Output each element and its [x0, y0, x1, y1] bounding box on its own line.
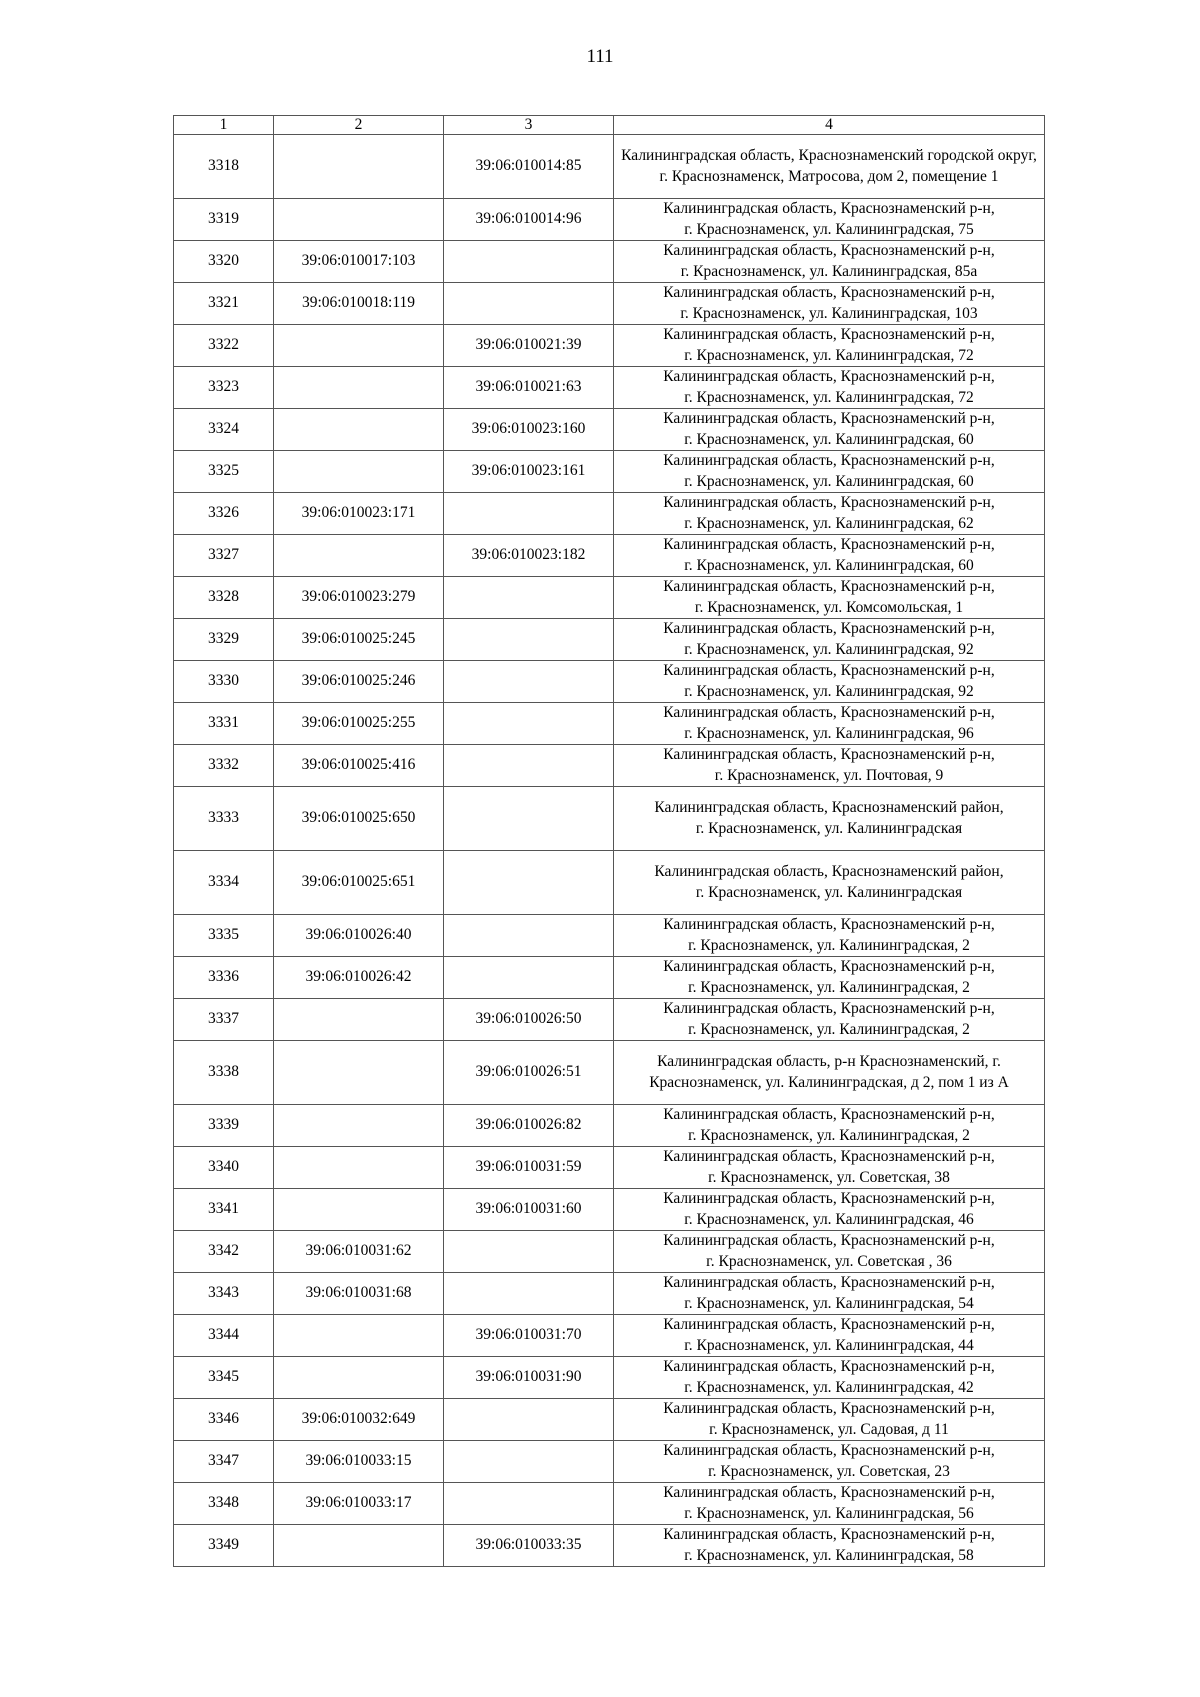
cadastral-number-col2-cell — [274, 367, 444, 409]
cadastral-number-col3-cell: 39:06:010026:51 — [444, 1041, 614, 1105]
cadastral-number-col2-cell — [274, 1041, 444, 1105]
cadastral-number-col2-cell — [274, 999, 444, 1041]
address-cell: Калининградская область, р-н Краснознаменский, г. Краснознаменск, ул. Калининградская, д 2, пом 1 из А — [614, 1041, 1045, 1105]
address-cell: Калининградская область, Краснознаменский р-н, г. Краснознаменск, ул. Советская , 36 — [614, 1231, 1045, 1273]
table-row — [174, 999, 1045, 1041]
row-number-cell: 3328 — [174, 577, 274, 619]
address-cell: Калининградская область, Краснознаменский р-н, г. Краснознаменск, ул. Калининградская, 92 — [614, 661, 1045, 703]
cadastral-number-col2-cell — [274, 325, 444, 367]
cadastral-number-col3-cell — [444, 283, 614, 325]
page-number: 111 — [586, 46, 614, 67]
cadastral-number-col3-cell: 39:06:010023:161 — [444, 451, 614, 493]
cadastral-number-col3-cell — [444, 577, 614, 619]
cadastral-number-col2-cell — [274, 1147, 444, 1189]
cadastral-number-col2-cell: 39:06:010025:651 — [274, 851, 444, 915]
cadastral-number-col3-cell — [444, 1273, 614, 1315]
cadastral-number-col3-cell: 39:06:010014:85 — [444, 135, 614, 199]
cadastral-number-col3-cell — [444, 957, 614, 999]
row-number-cell: 3342 — [174, 1231, 274, 1273]
cadastral-number-col3-cell — [444, 915, 614, 957]
address-cell: Калининградская область, Краснознаменский р-н, г. Краснознаменск, ул. Советская, 38 — [614, 1147, 1045, 1189]
table-row — [174, 1041, 1045, 1105]
cadastral-number-col2-cell: 39:06:010032:649 — [274, 1399, 444, 1441]
table-row — [174, 1483, 1045, 1525]
row-number-cell: 3320 — [174, 241, 274, 283]
address-cell: Калининградская область, Краснознаменский р-н, г. Краснознаменск, ул. Калининградская, 46 — [614, 1189, 1045, 1231]
row-number-cell: 3321 — [174, 283, 274, 325]
table-row — [174, 1105, 1045, 1147]
cadastral-number-col2-cell: 39:06:010025:246 — [274, 661, 444, 703]
cadastral-number-col2-cell: 39:06:010025:255 — [274, 703, 444, 745]
cadastral-number-col2-cell: 39:06:010018:119 — [274, 283, 444, 325]
table-row — [174, 493, 1045, 535]
cadastral-number-col2-cell: 39:06:010031:62 — [274, 1231, 444, 1273]
address-cell: Калининградская область, Краснознаменский р-н, г. Краснознаменск, ул. Калининградская, 54 — [614, 1273, 1045, 1315]
row-number-cell: 3334 — [174, 851, 274, 915]
table-row — [174, 1357, 1045, 1399]
row-number-cell: 3325 — [174, 451, 274, 493]
table-row — [174, 1399, 1045, 1441]
address-cell: Калининградская область, Краснознаменский район, г. Краснознаменск, ул. Калининградская — [614, 851, 1045, 915]
row-number-cell: 3340 — [174, 1147, 274, 1189]
cadastral-number-col2-cell: 39:06:010025:650 — [274, 787, 444, 851]
row-number-cell: 3333 — [174, 787, 274, 851]
address-cell: Калининградская область, Краснознаменский городской округ, г. Краснознаменск, Матросова, дом 2, помещение 1 — [614, 135, 1045, 199]
address-cell: Калининградская область, Краснознаменский р-н, г. Краснознаменск, ул. Калининградская, 2 — [614, 957, 1045, 999]
cadastral-number-col3-cell: 39:06:010021:63 — [444, 367, 614, 409]
address-cell: Калининградская область, Краснознаменский р-н, г. Краснознаменск, ул. Калининградская, 72 — [614, 367, 1045, 409]
column-header-1: 1 — [174, 116, 274, 135]
cadastral-number-col2-cell: 39:06:010033:15 — [274, 1441, 444, 1483]
row-number-cell: 3344 — [174, 1315, 274, 1357]
row-number-cell: 3346 — [174, 1399, 274, 1441]
cadastral-number-col2-cell — [274, 1525, 444, 1567]
table-row — [174, 787, 1045, 851]
table-row — [174, 283, 1045, 325]
header-row — [174, 116, 1045, 135]
address-cell: Калининградская область, Краснознаменский р-н, г. Краснознаменск, ул. Калининградская, 103 — [614, 283, 1045, 325]
address-cell: Калининградская область, Краснознаменский р-н, г. Краснознаменск, ул. Калининградская, 2 — [614, 1105, 1045, 1147]
table-row — [174, 1147, 1045, 1189]
cadastral-number-col3-cell: 39:06:010031:59 — [444, 1147, 614, 1189]
row-number-cell: 3319 — [174, 199, 274, 241]
table-row — [174, 367, 1045, 409]
row-number-cell: 3349 — [174, 1525, 274, 1567]
table-row — [174, 1189, 1045, 1231]
cadastral-number-col3-cell — [444, 493, 614, 535]
table-row — [174, 199, 1045, 241]
row-number-cell: 3337 — [174, 999, 274, 1041]
cadastral-number-col2-cell — [274, 1357, 444, 1399]
cadastral-number-col3-cell — [444, 619, 614, 661]
address-cell: Калининградская область, Краснознаменский р-н, г. Краснознаменск, ул. Калининградская, 92 — [614, 619, 1045, 661]
table-row — [174, 661, 1045, 703]
cadastral-number-col3-cell — [444, 241, 614, 283]
address-cell: Калининградская область, Краснознаменский р-н, г. Краснознаменск, ул. Калининградская, 42 — [614, 1357, 1045, 1399]
row-number-cell: 3345 — [174, 1357, 274, 1399]
cadastral-number-col2-cell: 39:06:010025:416 — [274, 745, 444, 787]
cadastral-number-col3-cell: 39:06:010033:35 — [444, 1525, 614, 1567]
cadastral-number-col3-cell: 39:06:010014:96 — [444, 199, 614, 241]
cadastral-number-col3-cell — [444, 787, 614, 851]
cadastral-number-col3-cell: 39:06:010023:182 — [444, 535, 614, 577]
table-row — [174, 1315, 1045, 1357]
address-cell: Калининградская область, Краснознаменский р-н, г. Краснознаменск, ул. Калининградская, 60 — [614, 451, 1045, 493]
address-cell: Калининградская область, Краснознаменский район, г. Краснознаменск, ул. Калининградская — [614, 787, 1045, 851]
column-header-3: 3 — [444, 116, 614, 135]
cadastral-number-col3-cell: 39:06:010026:82 — [444, 1105, 614, 1147]
cadastral-number-col3-cell — [444, 1441, 614, 1483]
table-header — [174, 116, 1045, 135]
row-number-cell: 3335 — [174, 915, 274, 957]
row-number-cell: 3329 — [174, 619, 274, 661]
cadastral-number-col2-cell: 39:06:010017:103 — [274, 241, 444, 283]
cadastral-number-col2-cell: 39:06:010023:171 — [274, 493, 444, 535]
cadastral-number-col2-cell — [274, 535, 444, 577]
table-row — [174, 745, 1045, 787]
table-body — [174, 135, 1045, 1567]
address-cell: Калининградская область, Краснознаменский р-н, г. Краснознаменск, ул. Калининградская, 85а — [614, 241, 1045, 283]
row-number-cell: 3327 — [174, 535, 274, 577]
cadastral-number-col2-cell: 39:06:010026:42 — [274, 957, 444, 999]
table-row — [174, 241, 1045, 283]
row-number-cell: 3343 — [174, 1273, 274, 1315]
table-row — [174, 409, 1045, 451]
cadastral-number-col3-cell: 39:06:010031:70 — [444, 1315, 614, 1357]
cadastral-number-col2-cell: 39:06:010033:17 — [274, 1483, 444, 1525]
address-cell: Калининградская область, Краснознаменский р-н, г. Краснознаменск, ул. Калининградская, 62 — [614, 493, 1045, 535]
table-row — [174, 1525, 1045, 1567]
row-number-cell: 3323 — [174, 367, 274, 409]
table-row — [174, 703, 1045, 745]
row-number-cell: 3338 — [174, 1041, 274, 1105]
row-number-cell: 3339 — [174, 1105, 274, 1147]
row-number-cell: 3332 — [174, 745, 274, 787]
table-row — [174, 325, 1045, 367]
row-number-cell: 3348 — [174, 1483, 274, 1525]
cadastral-number-col3-cell: 39:06:010031:90 — [444, 1357, 614, 1399]
table-row — [174, 1441, 1045, 1483]
cadastral-number-col3-cell: 39:06:010021:39 — [444, 325, 614, 367]
table-row — [174, 1231, 1045, 1273]
address-cell: Калининградская область, Краснознаменский р-н, г. Краснознаменск, ул. Калининградская, 2 — [614, 915, 1045, 957]
cadastral-number-col3-cell — [444, 745, 614, 787]
address-cell: Калининградская область, Краснознаменский р-н, г. Краснознаменск, ул. Калининградская, 75 — [614, 199, 1045, 241]
address-cell: Калининградская область, Краснознаменский р-н, г. Краснознаменск, ул. Почтовая, 9 — [614, 745, 1045, 787]
address-cell: Калининградская область, Краснознаменский р-н, г. Краснознаменск, ул. Калининградская, 2 — [614, 999, 1045, 1041]
address-cell: Калининградская область, Краснознаменский р-н, г. Краснознаменск, ул. Комсомольская, 1 — [614, 577, 1045, 619]
cadastral-number-col2-cell: 39:06:010023:279 — [274, 577, 444, 619]
address-cell: Калининградская область, Краснознаменский р-н, г. Краснознаменск, ул. Калининградская, 58 — [614, 1525, 1045, 1567]
address-cell: Калининградская область, Краснознаменский р-н, г. Краснознаменск, ул. Калининградская, 96 — [614, 703, 1045, 745]
row-number-cell: 3331 — [174, 703, 274, 745]
cadastral-number-col2-cell — [274, 199, 444, 241]
cadastral-number-col3-cell — [444, 1399, 614, 1441]
address-cell: Калининградская область, Краснознаменский р-н, г. Краснознаменск, ул. Калининградская, 44 — [614, 1315, 1045, 1357]
address-cell: Калининградская область, Краснознаменский р-н, г. Краснознаменск, ул. Калининградская, 56 — [614, 1483, 1045, 1525]
address-cell: Калининградская область, Краснознаменский р-н, г. Краснознаменск, ул. Калининградская, 60 — [614, 535, 1045, 577]
cadastral-number-col3-cell — [444, 1483, 614, 1525]
table-row — [174, 135, 1045, 199]
table-row — [174, 451, 1045, 493]
row-number-cell: 3322 — [174, 325, 274, 367]
cadastral-number-col2-cell — [274, 1105, 444, 1147]
address-cell: Калининградская область, Краснознаменский р-н, г. Краснознаменск, ул. Советская, 23 — [614, 1441, 1045, 1483]
table-row — [174, 851, 1045, 915]
table-row — [174, 957, 1045, 999]
table-row — [174, 535, 1045, 577]
row-number-cell: 3326 — [174, 493, 274, 535]
cadastral-number-col3-cell — [444, 703, 614, 745]
row-number-cell: 3347 — [174, 1441, 274, 1483]
cadastral-number-col2-cell — [274, 409, 444, 451]
row-number-cell: 3324 — [174, 409, 274, 451]
column-header-2: 2 — [274, 116, 444, 135]
column-header-4: 4 — [614, 116, 1045, 135]
cadastral-number-col3-cell — [444, 851, 614, 915]
cadastral-number-col2-cell — [274, 1189, 444, 1231]
table-row — [174, 577, 1045, 619]
cadastral-number-col3-cell: 39:06:010026:50 — [444, 999, 614, 1041]
cadastral-number-col2-cell — [274, 135, 444, 199]
cadastral-number-col3-cell: 39:06:010023:160 — [444, 409, 614, 451]
cadastral-number-col3-cell — [444, 661, 614, 703]
cadastral-number-col2-cell: 39:06:010025:245 — [274, 619, 444, 661]
row-number-cell: 3318 — [174, 135, 274, 199]
cadastral-number-col2-cell: 39:06:010031:68 — [274, 1273, 444, 1315]
cadastral-number-col2-cell — [274, 451, 444, 493]
cadastral-number-col2-cell — [274, 1315, 444, 1357]
row-number-cell: 3330 — [174, 661, 274, 703]
address-cell: Калининградская область, Краснознаменский р-н, г. Краснознаменск, ул. Калининградская, 72 — [614, 325, 1045, 367]
row-number-cell: 3336 — [174, 957, 274, 999]
cadastral-number-col3-cell — [444, 1231, 614, 1273]
cadastral-number-col2-cell: 39:06:010026:40 — [274, 915, 444, 957]
address-cell: Калининградская область, Краснознаменский р-н, г. Краснознаменск, ул. Садовая, д 11 — [614, 1399, 1045, 1441]
table-row — [174, 1273, 1045, 1315]
row-number-cell: 3341 — [174, 1189, 274, 1231]
table-row — [174, 619, 1045, 661]
address-cell: Калининградская область, Краснознаменский р-н, г. Краснознаменск, ул. Калининградская, 60 — [614, 409, 1045, 451]
registry-table — [173, 115, 1045, 1567]
table-row — [174, 915, 1045, 957]
cadastral-number-col3-cell: 39:06:010031:60 — [444, 1189, 614, 1231]
